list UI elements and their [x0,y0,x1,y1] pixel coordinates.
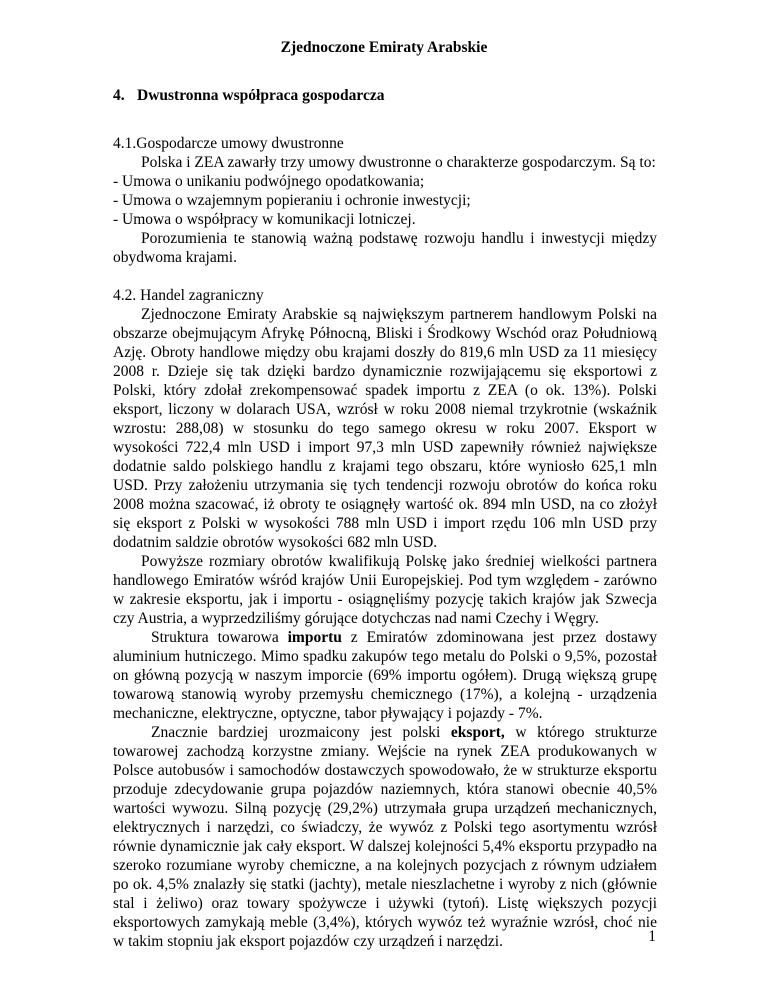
export-text-rest: w którego strukturze towarowej zachodzą korzystne zmiany. Wejście na rynek ZEA produkowanych w Polsce autobusów i samochodów dostawczych spowodowało, że w strukturze eksportu przoduje zdecydowanie grupa pojazdów naziemnych, która stanowi obecnie 40,5% wartości wywozu. Silną pozycję (29,2%) utrzymała grupa urządzeń mechanicznych, elektrycznych i narzędzi, co świadczy, że wywóz z Polski tego asortymentu wzrósł równie dynamicznie jak cały eksport. W dalszej kolejności 5,4% eksportu przypadło na szeroko rozumiane wyroby chemiczne, a na kolejnych pozycjach z równym udziałem po ok. 4,5% znalazły się statki (jachty), metale nieszlachetne i wyroby z nich (głównie stal i żeliwo) oraz towary spożywcze i używki (tytoń). Listę większych pozycji eksportowych zamykają meble (3,4%), których wywóz też wyraźnie wzrósł, choć nie w takim stopniu jak eksport pojazdów czy urządzeń i narzędzi. [113,724,657,950]
subsection-4-1-intro: Polska i ZEA zawarły trzy umowy dwustronne o charakterze gospodarczym. Są to: [141,154,656,171]
import-text-start: Struktura towarowa [151,629,288,646]
subsection-4-1-closing: Porozumienia te stanowią ważną podstawę rozwoju handlu i inwestycji między obydwoma krajami. [113,230,657,266]
section-heading [113,86,384,105]
export-text-start: Znacznie bardziej urozmaicony jest polski [151,724,451,741]
agreement-item-1: - Umowa o unikaniu podwójnego opodatkowania; [113,173,425,190]
trade-paragraph-3 [113,628,657,723]
trade-paragraph-4 [113,723,657,951]
section-title: Dwustronna współpraca gospodarcza [137,87,385,104]
subsection-4-2-title: 4.2. Handel zagraniczny [113,287,264,304]
trade-paragraph-1: Zjednoczone Emiraty Arabskie są największym partnerem handlowym Polski na obszarze obejmującym Afrykę Północną, Bliski i Środkowy Wschód oraz Południową Azję. Obroty handlowe między obu krajami doszły do 819,6 mln USD za 11 miesięcy 2008 r. Dzieje się tak dzięki bardzo dynamicznie rozwijającemu się eksportowi z Polski, który zdołał zrekompensować spadek importu z ZEA (o ok. 13%). Polski eksport, liczony w dolarach USA, wzrósł w roku 2008 niemal trzykrotnie (wskaźnik wzrostu: 288,08) w stosunku do tego samego okresu w roku 2007. Eksport w wysokości 722,4 mln USD i import 97,3 mln USD zapewniły również największe dodatnie saldo polskiego handlu z krajami tego obszaru, które wyniosło 625,1 mln USD. Przy założeniu utrzymania się tych tendencji rozwoju obrotów do końca roku 2008 można szacować, iż obroty te osiągnęły wartość ok. 894 mln USD, na co złożył się eksport z Polski w wysokości 788 mln USD i import rzędu 106 mln USD przy dodatnim saldzie obrotów wysokości 682 mln USD. [113,306,657,551]
page-header-title: Zjednoczone Emiraty Arabskie [280,39,488,56]
page-number: 1 [648,928,656,945]
document-body [113,134,657,951]
export-bold-term: eksport, [450,724,505,741]
agreement-item-3: - Umowa o współpracy w komunikacji lotniczej. [113,211,416,228]
section-number: 4. [113,87,125,104]
import-bold-term: importu [287,629,342,646]
subsection-4-1-title: 4.1.Gospodarcze umowy dwustronne [113,135,344,152]
paragraph-gap [113,267,657,286]
trade-paragraph-2: Powyższe rozmiary obrotów kwalifikują Polskę jako średniej wielkości partnera handlowego Emiratów wśród krajów Unii Europejskiej. Pod tym względem - zarówno w zakresie eksportu, jak i importu - osiągnęliśmy pozycję takich krajów jak Szwecja czy Austria, a wyprzedziliśmy górujące dotychczas nad nami Czechy i Węgry. [113,553,657,627]
agreement-item-2: - Umowa o wzajemnym popieraniu i ochronie inwestycji; [113,192,471,209]
import-text-rest: z Emiratów zdominowana jest przez dostawy aluminium hutniczego. Mimo spadku zakupów tego metalu do Polski o 9,5%, pozostał on główną pozycją w naszym imporcie (69% importu ogółem). Drugą większą grupę towarową stanowią wyroby przemysłu chemicznego (17%), a kolejną - urządzenia mechaniczne, elektryczne, optyczne, tabor pływający i pojazdy - 7%. [113,629,657,722]
